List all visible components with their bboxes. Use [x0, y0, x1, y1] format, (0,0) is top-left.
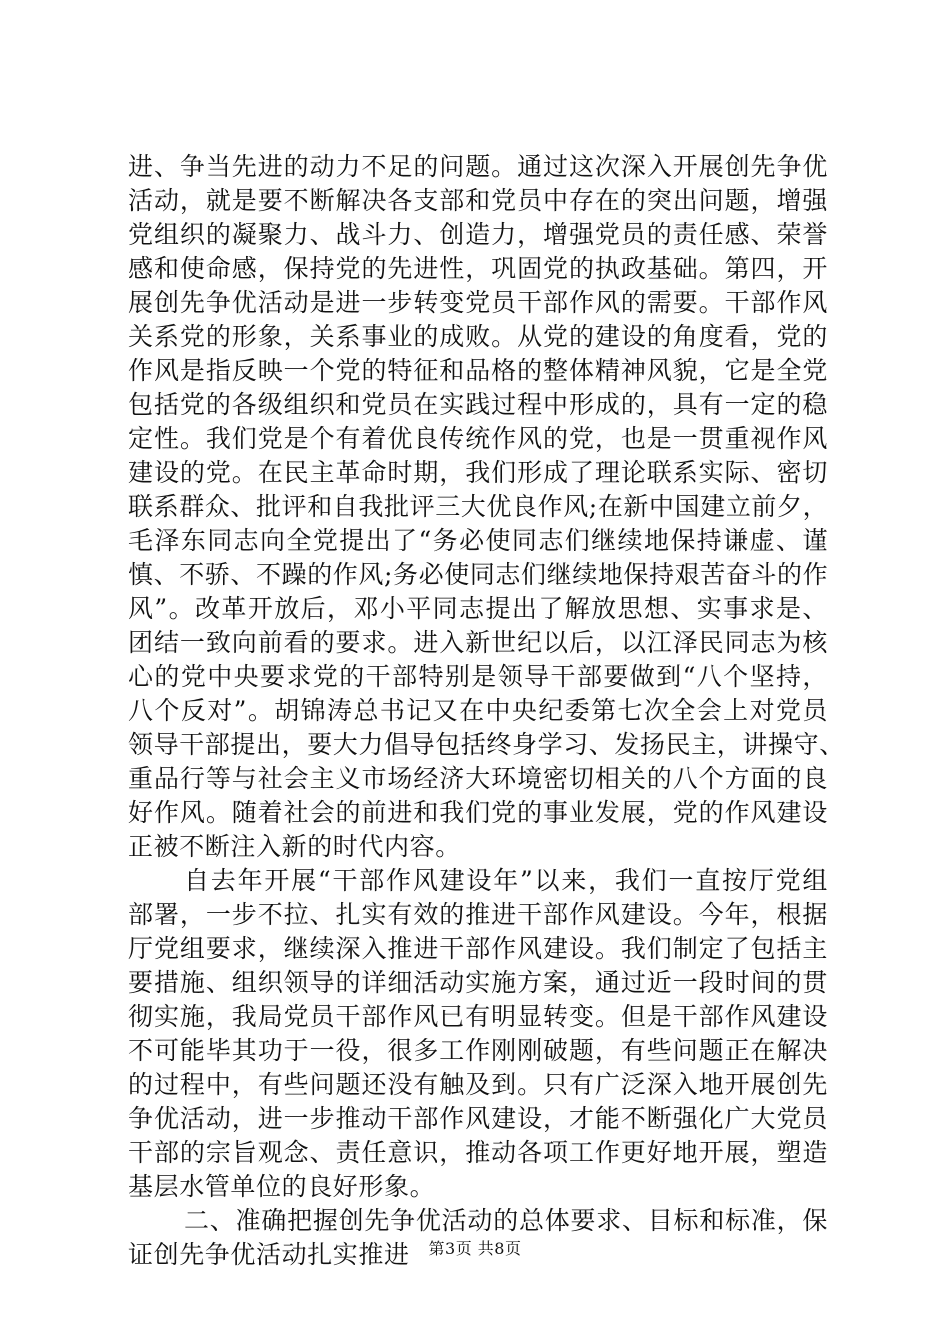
text-line: 不可能毕其功于一役，很多工作刚刚破题，有些问题正在解决 — [128, 1036, 828, 1065]
text-line: 关系党的形象，关系事业的成败。从党的建设的角度看，党的 — [128, 322, 828, 351]
text-line: 好作风。随着社会的前进和我们党的事业发展，党的作风建设 — [128, 798, 828, 827]
section-heading: 二、准确把握创先争优活动的总体要求、目标和标准，保 — [184, 1206, 828, 1235]
text-line: 争优活动，进一步推动干部作风建设，才能不断强化广大党员 — [128, 1104, 828, 1133]
text-line: 自去年开展“干部作风建设年”以来，我们一直按厅党组 — [184, 866, 828, 895]
text-line: 厅党组要求，继续深入推进干部作风建设。我们制定了包括主 — [128, 934, 828, 963]
text-line: 进、争当先进的动力不足的问题。通过这次深入开展创先争优 — [128, 152, 828, 181]
text-line: 毛泽东同志向全党提出了“务必使同志们继续地保持谦虚、谨 — [128, 526, 828, 555]
text-line: 八个反对”。胡锦涛总书记又在中央纪委第七次全会上对党员 — [128, 696, 828, 725]
text-line: 建设的党。在民主革命时期，我们形成了理论联系实际、密切 — [128, 458, 828, 487]
text-line: 心的党中央要求党的干部特别是领导干部要做到“八个坚持， — [128, 662, 828, 691]
text-line: 包括党的各级组织和党员在实践过程中形成的，具有一定的稳 — [128, 390, 828, 419]
page-number-footer: 第3页 共8页 — [428, 1239, 522, 1258]
text-line: 党组织的凝聚力、战斗力、创造力，增强党员的责任感、荣誉 — [128, 220, 828, 249]
text-line: 正被不断注入新的时代内容。 — [128, 832, 461, 861]
text-line: 定性。我们党是个有着优良传统作风的党，也是一贯重视作风 — [128, 424, 828, 453]
text-line: 团结一致向前看的要求。进入新世纪以后，以江泽民同志为核 — [128, 628, 828, 657]
text-line: 要措施、组织领导的详细活动实施方案，通过近一段时间的贯 — [128, 968, 828, 997]
text-line: 联系群众、批评和自我批评三大优良作风;在新中国建立前夕， — [128, 492, 829, 521]
section-heading: 证创先争优活动扎实推进 — [128, 1240, 410, 1269]
text-line: 慎、不骄、不躁的作风;务必使同志们继续地保持艰苦奋斗的作 — [128, 560, 829, 589]
text-line: 展创先争优活动是进一步转变党员干部作风的需要。干部作风 — [128, 288, 828, 317]
text-line: 感和使命感，保持党的先进性，巩固党的执政基础。第四，开 — [128, 254, 828, 283]
text-line: 领导干部提出，要大力倡导包括终身学习、发扬民主，讲操守、 — [128, 730, 845, 759]
text-line: 的过程中，有些问题还没有触及到。只有广泛深入地开展创先 — [128, 1070, 828, 1099]
text-line: 干部的宗旨观念、责任意识，推动各项工作更好地开展，塑造 — [128, 1138, 828, 1167]
text-line: 作风是指反映一个党的特征和品格的整体精神风貌，它是全党 — [128, 356, 828, 385]
body-text — [128, 150, 845, 1272]
text-line: 风”。改革开放后，邓小平同志提出了解放思想、实事求是、 — [128, 594, 828, 623]
text-line: 彻实施，我局党员干部作风已有明显转变。但是干部作风建设 — [128, 1002, 828, 1031]
text-line: 部署，一步不拉、扎实有效的推进干部作风建设。今年，根据 — [128, 900, 828, 929]
text-line: 基层水管单位的良好形象。 — [128, 1172, 436, 1201]
text-line: 重品行等与社会主义市场经济大环境密切相关的八个方面的良 — [128, 764, 828, 793]
text-line: 活动，就是要不断解决各支部和党员中存在的突出问题，增强 — [128, 186, 828, 215]
